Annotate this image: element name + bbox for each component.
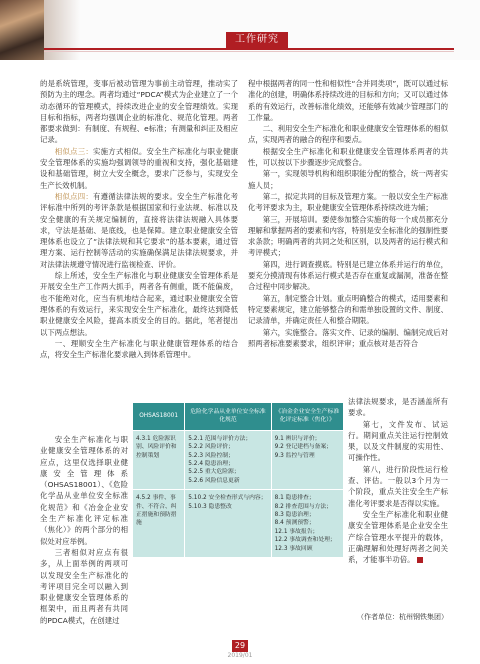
table-cell-line: 9.2 登记建档与备案； <box>274 444 333 451</box>
paragraph-text: 根据安全生产标准化和职业健康安全管理体系两者的共性，可以按以下步骤逐步完成整合。 <box>248 146 448 168</box>
header-rule-thin <box>44 51 454 52</box>
table-cell-line: 5.2.6 风险信息更新 <box>188 477 240 484</box>
paragraph-text: 安全生产标准化和职业健康安全管理体系是企业安全生产综合管理水平提升的载体，正确理解和处理好两者之间关系，才能事半功倍。 <box>348 509 448 565</box>
paragraph <box>348 464 448 509</box>
end-mark-icon <box>417 557 423 563</box>
paragraph-text: 三者相似对应点有很多，从上面举例的两项可以发现安全生产标准化的考评项目完全可以融入到职业健康安全管理体系的框架中，而且两者有共同的PDCA模式，在创建过 <box>40 547 128 625</box>
table-cell-line: 12.1 事故报告； <box>274 528 319 535</box>
table-cell <box>185 490 271 558</box>
table-cell-line: 9.3 监控与管理 <box>274 452 315 459</box>
table-cell-line: 5.2.4 隐患治理； <box>188 461 234 468</box>
paragraph <box>348 509 448 565</box>
table-row <box>133 490 344 558</box>
page-number: 29 <box>232 640 248 652</box>
table-cell-line: 4.5.2 事件、事件、不符合、纠正措施和预防措施 <box>136 495 177 527</box>
paragraph-text: 法律法规要求，是否涵盖所有要求。 <box>348 397 448 418</box>
paragraph-text: 安全生产标准化与职业健康安全管理体系的对应点，这里仅选择职业健康安全管理体系（OHSAS18001）、《危险化学品从业单位安全标准化规范》和《冶金企业安全生产标准化评定标准（焦化）》的两个部分的相似处对应举例。 <box>40 435 128 546</box>
issue-date: 2019/01 <box>227 652 253 659</box>
table-cell <box>133 490 185 558</box>
table-cell-line: 5.10.2 安全检查形式与内容； <box>188 495 267 502</box>
paragraph-text: 程中根据两者的同一性和相似性“合并同类项”，既可以通过标准化的创建，明确体系持续改进的目标和方向；又可以通过体系的有效运行，改善标准化绩效，还能够有效减少管理部门的工作量。 <box>248 79 448 122</box>
paragraph-text: 第四，进行调查摸底。特别是已建立体系并运行的单位，要充分摸清现有体系运行模式是否存在重复或漏洞，准备在整合过程中同步解决。 <box>248 259 448 292</box>
paragraph-text: 的是系统管理，变事后被动管理为事前主动管理，推动实了预防为主的理念。两者均通过“PDCA”模式为企业建立了一个动态循环的管理模式，持续改进企业的安全管理绩效。实现目标和指标，两者均强调企业的标准化、规范化管理。两者都要求做到：有制度、有规程、e标准；有测量和纠正及相应记录。 <box>40 79 238 145</box>
paragraph-text: 第八，进行阶段性运行检查、评估。一般以3个月为一个阶段，重点关注安全生产标准化考评要求是否得以实施。 <box>348 464 448 508</box>
paragraph <box>248 191 448 214</box>
table-cell <box>133 430 185 489</box>
table-cell-line: 9.1 辨识与评价； <box>274 435 321 442</box>
table-cell-line: 8.2 排查范围与方法； <box>274 503 333 510</box>
table-cell-line: 4.3.1 危险源识别、风险评价和控制策划 <box>136 435 177 459</box>
table-cell-line: 5.2.2 风险评价； <box>188 444 234 451</box>
table-header-cell: 《冶金企业安全生产标准化评定标准（焦化）》 <box>271 403 343 431</box>
paragraph-text: 有遵循法律法规的要求。安全生产标准化考评标准中所列的考评条款是根据国家和行业法规、标准以及安全健康的有关规定编制的，直接将法律法规融入具体要求，守法是基础、是底线，也是保障。建立职业健康安全管理体系也设立了“法律法规和其它要求”的基本要素，通过管理方案、运行控制等活动的实施确保满足法律法规要求，并对法律法规遵守情况进行监视检查、评价。 <box>40 191 238 269</box>
paragraph-text: 第三，开展培训。要使参加整合实施的每一个成员都充分理解和掌握两者的要素和内容，特别是安全标准化的强制性要求条款；明确两者的共同之处和区别，以及两者的运行模式和考评模式； <box>248 214 448 258</box>
paragraph-text: 二、利用安全生产标准化和职业健康安全管理体系的相似点，实现两者的融合的程序和要点。 <box>248 124 448 145</box>
paragraph <box>40 78 238 146</box>
paragraph <box>40 270 238 338</box>
paragraph-text: 第一，实现领导机构和组织职能分配的整合，统一两者实施人员； <box>248 169 448 190</box>
paragraph-lead: 相似点三： <box>54 146 94 156</box>
left-column-lower <box>40 434 128 626</box>
table-cell-line: 5.2.1 范围与评价方法； <box>188 435 252 442</box>
header-photo <box>0 0 44 60</box>
paragraph <box>348 419 448 464</box>
table-header-cell: OHSAS18001 <box>133 403 185 431</box>
paragraph <box>248 146 448 169</box>
paragraph <box>40 338 238 361</box>
paragraph-text: 实施方式相似。安全生产标准化与职业健康安全管理体系的实施均强调领导的重视和支持，强化基础建设和基础管理，树立大安全概念，要求广泛参与，实现安全生产长效机制。 <box>40 146 238 190</box>
section-title: 工作研究 <box>226 32 288 48</box>
paragraph <box>40 191 238 270</box>
paragraph-text: 一、理顺安全生产标准化与职业健康管理体系的结合点，将安全生产标准化要求融入到体系管理中。 <box>40 338 238 360</box>
table-cell <box>271 490 343 558</box>
paragraph <box>248 78 448 123</box>
paragraph <box>248 259 448 293</box>
paragraph <box>248 123 448 146</box>
table-cell <box>271 430 343 489</box>
table-cell-line: 12.3 事故回顾 <box>274 545 313 552</box>
author-affiliation: （作者单位：杭州钢铁集团） <box>357 613 448 621</box>
paragraph <box>40 547 128 626</box>
header-area <box>0 0 480 60</box>
paragraph <box>348 396 448 419</box>
table-cell-line: 8.3 隐患治理； <box>274 512 315 519</box>
table-cell-line: 8.1 隐患排查； <box>274 495 315 502</box>
paragraph-text: 第五，制定整合计划。重点明确整合的模式，适用要素和特定要素规定，建立能够整合的和需单独设置的文件、制度、记录清单，并确定责任人和整合期限。 <box>248 293 448 326</box>
paragraph-text: 第七，文件发布、试运行。期间重点关注运行控制效果，以及文件制度的实用性、可操作性。 <box>348 419 448 463</box>
paragraph <box>248 327 448 350</box>
comparison-table <box>132 402 344 558</box>
paragraph <box>40 434 128 547</box>
table-header-row <box>133 403 344 431</box>
paragraph <box>248 214 448 259</box>
table-cell <box>185 430 271 489</box>
table-row <box>133 430 344 489</box>
table-cell-line: 5.10.3 隐患整改 <box>188 503 232 510</box>
paragraph-lead: 相似点四： <box>54 191 94 201</box>
table-cell-line: 5.2.3 风险控制； <box>188 452 234 459</box>
paragraph <box>40 146 238 191</box>
table-cell-line: 8.4 预测预警； <box>274 520 315 527</box>
paragraph-text: 第二，拟定共同的目标及管理方案。一般以安全生产标准化考评要求为主，职业健康安全管理体系持续改进为辅； <box>248 191 448 213</box>
table-cell-line: 12.2 事故调查和处理； <box>274 537 336 544</box>
left-column <box>40 78 238 360</box>
table-header-cell: 危险化学品从业单位安全标准化规范 <box>185 403 271 431</box>
paragraph <box>248 293 448 327</box>
paragraph-text: 第六，实施整合。落实文件、记录的编制、编制完成后对照两者标准要素要求，组织评审；重点核对是否符合 <box>248 327 448 348</box>
paragraph-text: 综上所述，安全生产标准化与职业健康安全管理体系是开展安全生产工作两大抓手，两者各有侧重，既不能偏废，也不能绝对化，应当有机地结合起来，通过职业健康安全管理体系的有效运行，来实现安全生产标准化，最终达到降低职业健康安全风险，提高本质安全的目的。据此，笔者提出以下两点想法。 <box>40 271 238 337</box>
right-column-lower <box>348 396 448 565</box>
header-rule <box>44 48 454 50</box>
table-cell-line: 5.2.5 重大危险源； <box>188 469 240 476</box>
paragraph <box>248 168 448 191</box>
right-column <box>248 78 448 349</box>
